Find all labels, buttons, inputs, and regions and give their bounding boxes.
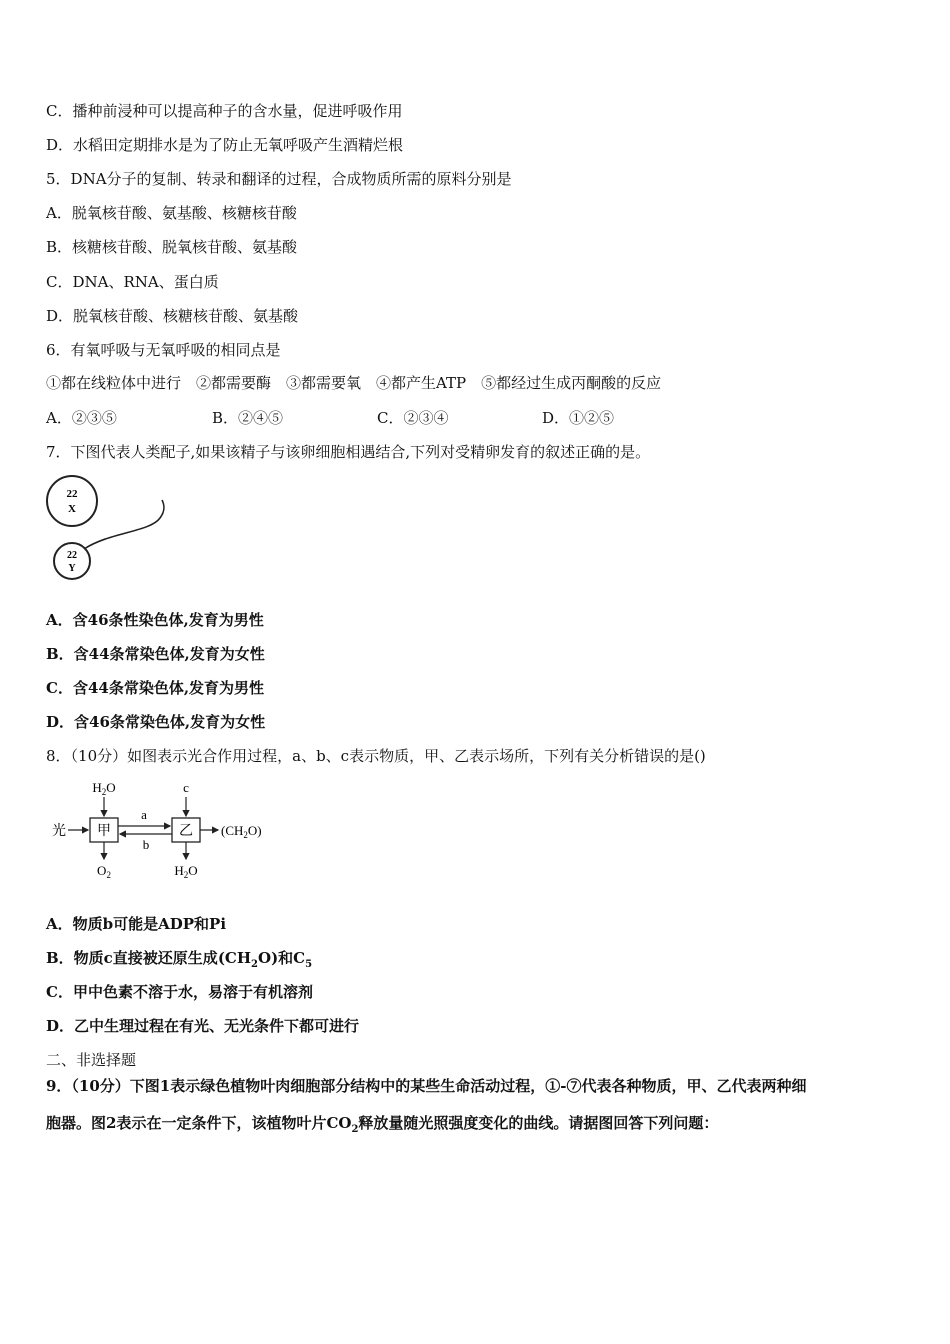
egg-cell [47,476,97,526]
q8-option-a: A．物质b可能是ADP和Pi [46,915,227,933]
q9-stem-line1: 9．（10分）下图1表示绿色植物叶肉细胞部分结构中的某些生命活动过程，①-⑦代表各种物质，甲、乙代表两种细 [46,1077,807,1095]
q8-option-c: C．甲中色素不溶于水，易溶于有机溶剂 [46,983,313,1001]
q4-option-c: C．播种前浸种可以提高种子的含水量，促进呼吸作用 [46,102,403,120]
q8-option-b-sub1: 2 [251,959,258,970]
q8-option-d: D．乙中生理过程在有光、无光条件下都可进行 [46,1017,360,1035]
q6-option-b: B．②④⑤ [212,409,284,427]
q8-option-b-text: B．物质c直接被还原生成(CH [46,949,252,967]
q6-stem: 6．有氧呼吸与无氧呼吸的相同点是 [46,341,281,359]
q6-option-d: D．①②⑤ [542,409,615,427]
h2o-output-label: $H_2O$ [174,863,198,880]
q8-option-b [46,948,312,975]
o2-output-label: $O_2$ [97,863,111,880]
c-label: c [183,780,189,795]
q5-option-b: B．核糖核苷酸、脱氧核苷酸、氨基酸 [46,238,298,256]
q5-option-c: C．DNA、RNA、蛋白质 [46,273,219,291]
q7-option-a: A．含46条性染色体,发育为男性 [46,611,264,629]
q7-option-d: D．含46条常染色体,发育为女性 [46,713,266,731]
q8-stem: 8．（10分）如图表示光合作用过程，a、b、c表示物质，甲、乙表示场所，下列有关分析错误的是() [46,747,706,765]
q9-line2-post: 释放量随光照强度变化的曲线。请据图回答下列问题： [358,1114,719,1132]
sperm-sex-chromosome: Y [68,563,76,574]
h2o-input-label: $H_2O$ [92,780,116,797]
q7-option-c: C．含44条常染色体,发育为男性 [46,679,265,697]
q6-option-c: C．②③④ [377,409,449,427]
q5-stem: 5．DNA分子的复制、转录和翻译的过程，合成物质所需的原料分别是 [46,170,512,188]
q4-option-d: D．水稻田定期排水是为了防止无氧呼吸产生酒精烂根 [46,136,404,154]
q7-stem: 7．下图代表人类配子,如果该精子与该卵细胞相遇结合,下列对受精卵发育的叙述正确的是。 [46,443,651,461]
product-label: $(CH_2O)$ [221,823,262,840]
q7-option-b: B．含44条常染色体,发育为女性 [46,645,265,663]
label-a: a [141,807,147,822]
sperm-chromosome-number: 22 [67,550,77,561]
q8-option-b-sub2: 5 [305,959,313,970]
q6-option-a: A．②③⑤ [46,409,117,427]
q9-line2-pre: 胞器。图2表示在一定条件下，该植物叶片CO [46,1114,352,1132]
egg-sex-chromosome: X [68,503,76,515]
section2-title: 二、非选择题 [46,1051,137,1069]
jia-label: 甲 [97,824,111,839]
q6-items: ①都在线粒体中进行 ②都需要酶 ③都需要氧 ④都产生ATP ⑤都经过生成丙酮酸的反应 [46,374,662,392]
q8-option-b-mid: O)和C [258,949,306,967]
gamete-diagram [40,470,180,585]
q5-option-d: D．脱氧核苷酸、核糖核苷酸、氨基酸 [46,307,299,325]
label-b: b [142,837,150,852]
light-label: 光 [52,824,66,839]
q9-stem-line2 [46,1113,718,1140]
yi-label: 乙 [179,824,193,839]
q9-line2-sub: 2 [351,1124,359,1135]
photosynthesis-diagram [44,775,294,887]
q5-option-a: A．脱氧核苷酸、氨基酸、核糖核苷酸 [46,204,297,222]
egg-chromosome-number: 22 [66,488,78,500]
